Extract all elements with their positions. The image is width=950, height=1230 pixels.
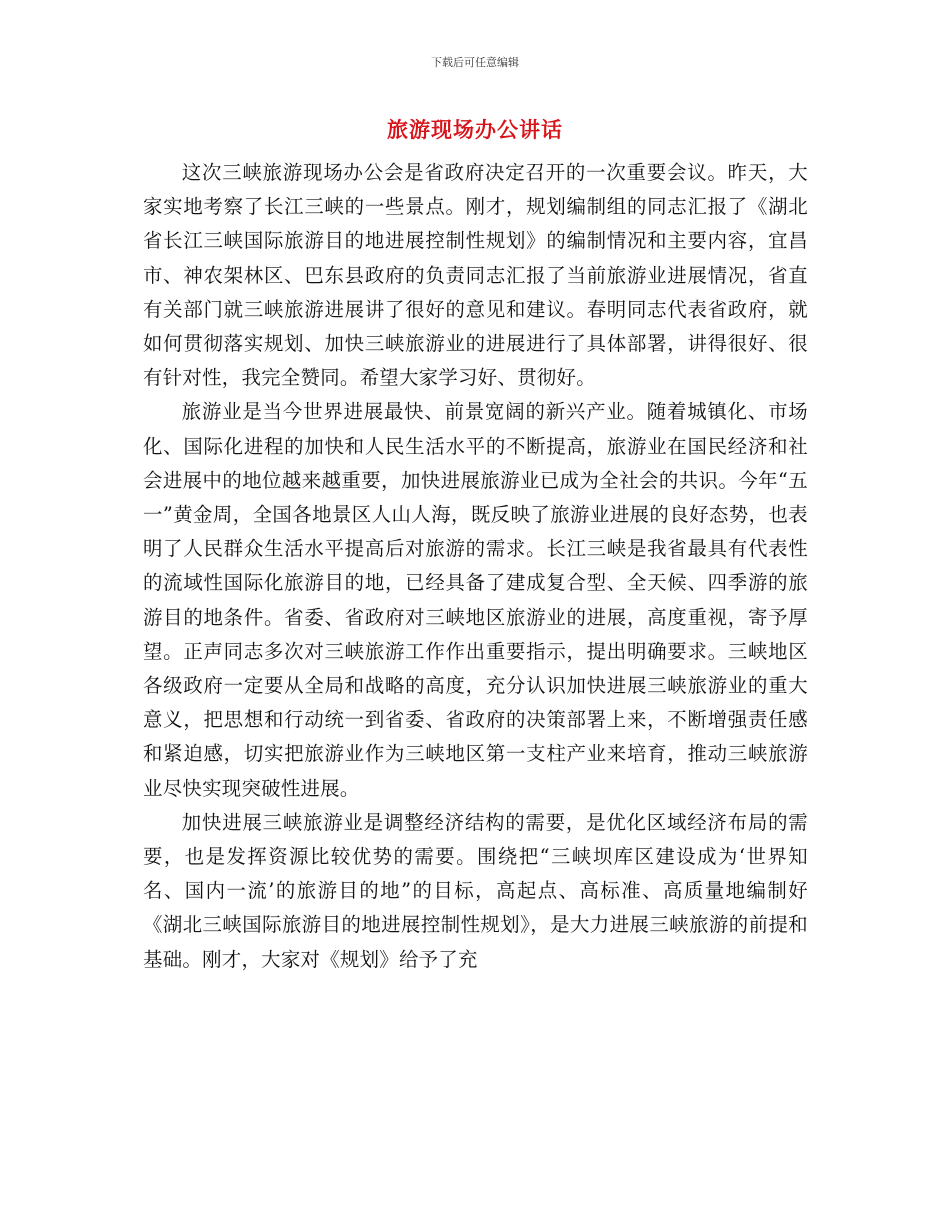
paragraph-3: 加快进展三峡旅游业是调整经济结构的需要，是优化区域经济布局的需要，也是发挥资源比较优势的需要。围绕把“三峡坝库区建设成为‘世界知名、国内一流’的旅游目的地”的目标，高起点、高标准、高质量地编制好《湖北三峡国际旅游目的地进展控制性规划》，是大力进展三峡旅游的前提和基础。刚才，大家对《规划》给予了充 (143, 810, 808, 971)
paragraph-2: 旅游业是当今世界进展最快、前景宽阔的新兴产业。随着城镇化、市场化、国际化进程的加快和人民生活水平的不断提高，旅游业在国民经济和社会进展中的地位越来越重要，加快进展旅游业已成为全社会的共识。今年“五一”黄金周，全国各地景区人山人海，既反映了旅游业进展的良好态势，也表明了人民群众生活水平提高后对旅游的需求。长江三峡是我省最具有代表性的流域性国际化旅游目的地，已经具备了建成复合型、全天候、四季游的旅游目的地条件。省委、省政府对三峡地区旅游业的进展，高度重视，寄予厚望。正声同志多次对三峡旅游工作作出重要指示，提出明确要求。三峡地区各级政府一定要从全局和战略的高度，充分认识加快进展三峡旅游业的重大意义，把思想和行动统一到省委、省政府的决策部署上来，不断增强责任感和紧迫感，切实把旅游业作为三峡地区第一支柱产业来培育，推动三峡旅游业尽快实现突破性进展。 (143, 400, 808, 800)
document-title: 旅游现场办公讲话 (387, 118, 563, 142)
header-note: 下载后可任意编辑 (431, 56, 519, 69)
paragraph-1: 这次三峡旅游现场办公会是省政府决定召开的一次重要会议。昨天，大家实地考察了长江三峡的一些景点。刚才，规划编制组的同志汇报了《湖北省长江三峡国际旅游目的地进展控制性规划》的编制情况和主要内容，宜昌市、神农架林区、巴东县政府的负责同志汇报了当前旅游业进展情况，省直有关部门就三峡旅游进展讲了很好的意见和建议。春明同志代表省政府，就如何贯彻落实规划、加快三峡旅游业的进展进行了具体部署，讲得很好、很有针对性，我完全赞同。希望大家学习好、贯彻好。 (143, 161, 808, 390)
document-body (143, 156, 808, 977)
